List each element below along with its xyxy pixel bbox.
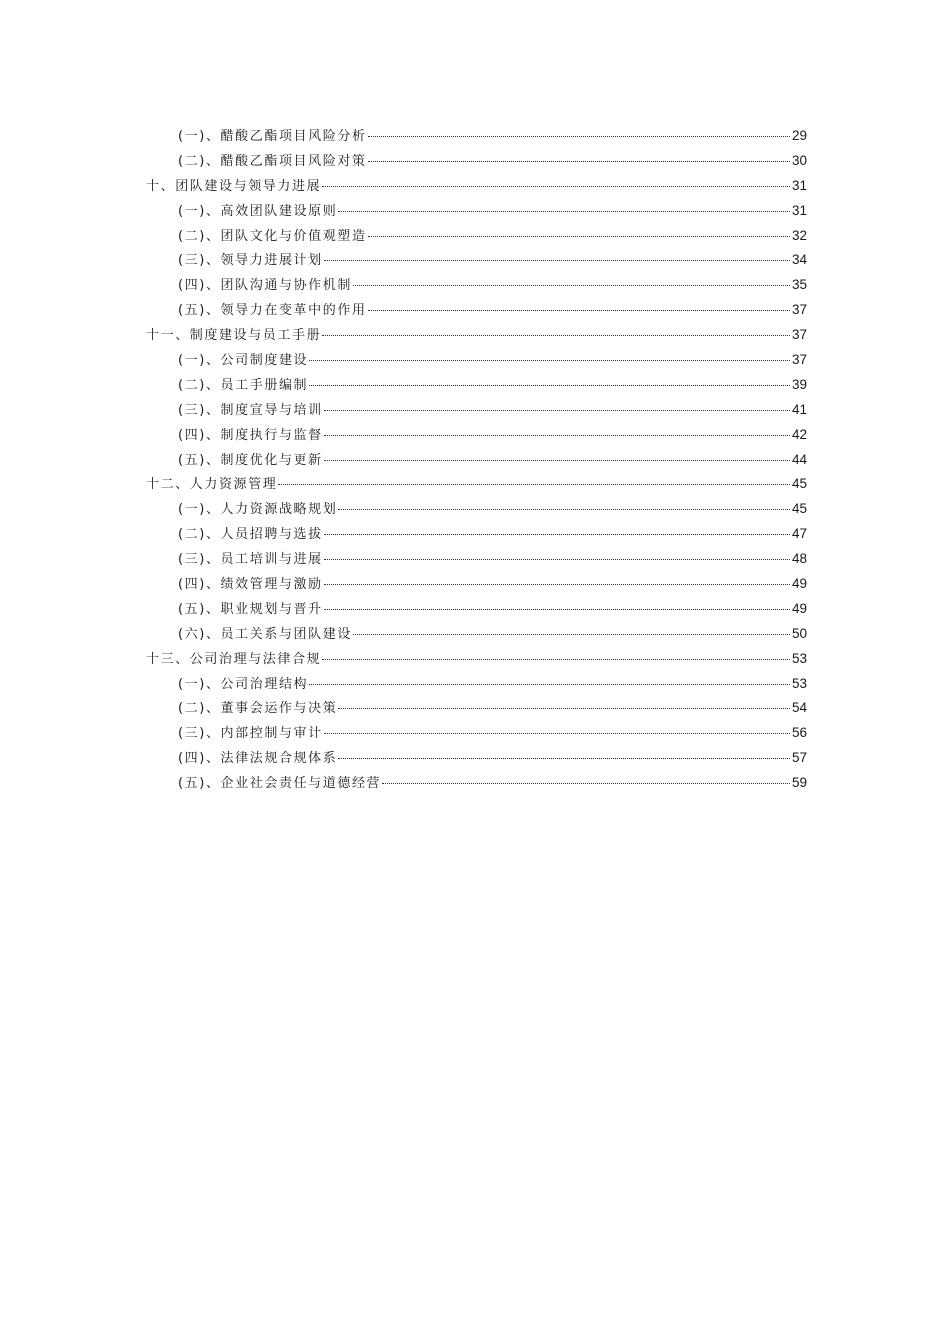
toc-entry-title: (二)、人员招聘与选拔 — [178, 527, 323, 543]
dot-leader — [324, 410, 790, 411]
dot-leader — [324, 559, 790, 560]
toc-entry-page-number: 53 — [791, 650, 807, 666]
toc-entry[interactable] — [146, 522, 807, 547]
toc-entry[interactable] — [146, 199, 807, 224]
toc-entry-title: (五)、制度优化与更新 — [178, 452, 323, 468]
toc-entry[interactable] — [146, 273, 807, 298]
toc-entry-page-number: 41 — [791, 401, 807, 417]
toc-entry-title: (五)、职业规划与晋升 — [178, 601, 323, 617]
toc-entry-title: (三)、员工培训与进展 — [178, 552, 323, 568]
table-of-contents — [146, 124, 807, 796]
toc-entry-title: 十三、公司治理与法律合规 — [146, 651, 322, 667]
toc-entry-page-number: 50 — [791, 625, 807, 641]
dot-leader — [322, 659, 790, 660]
toc-entry[interactable] — [146, 472, 807, 497]
toc-entry-title: (一)、公司制度建设 — [178, 353, 309, 369]
dot-leader — [338, 211, 790, 212]
toc-entry-title: (五)、领导力在变革中的作用 — [178, 303, 367, 319]
toc-entry-page-number: 48 — [791, 551, 807, 567]
dot-leader — [382, 783, 790, 784]
toc-entry-page-number: 56 — [791, 725, 807, 741]
dot-leader — [278, 484, 790, 485]
toc-entry-title: (四)、法律法规合规体系 — [178, 751, 338, 767]
toc-entry-title: (六)、员工关系与团队建设 — [178, 626, 352, 642]
toc-entry[interactable] — [146, 746, 807, 771]
toc-entry-page-number: 54 — [791, 700, 807, 716]
toc-entry-page-number: 30 — [791, 152, 807, 168]
toc-entry-title: 十一、制度建设与员工手册 — [146, 328, 322, 344]
toc-entry-title: (一)、公司治理结构 — [178, 676, 309, 692]
dot-leader — [324, 435, 790, 436]
toc-entry-title: (一)、醋酸乙酯项目风险分析 — [178, 129, 367, 144]
toc-entry[interactable] — [146, 298, 807, 323]
dot-leader — [324, 609, 790, 610]
toc-entry-page-number: 44 — [791, 451, 807, 467]
toc-entry-page-number: 42 — [791, 426, 807, 442]
dot-leader — [338, 708, 790, 709]
toc-entry[interactable] — [146, 622, 807, 647]
dot-leader — [338, 509, 790, 510]
toc-entry-page-number: 53 — [791, 675, 807, 691]
toc-entry-title: (一)、人力资源战略规划 — [178, 502, 338, 518]
dot-leader — [324, 460, 790, 461]
toc-entry[interactable] — [146, 398, 807, 423]
toc-entry[interactable] — [146, 423, 807, 448]
toc-entry-title: (五)、企业社会责任与道德经营 — [178, 776, 382, 792]
toc-entry[interactable] — [146, 224, 807, 249]
toc-entry-page-number: 45 — [791, 501, 807, 517]
toc-entry[interactable] — [146, 672, 807, 697]
toc-entry-title: (三)、内部控制与审计 — [178, 726, 323, 742]
dot-leader — [368, 310, 790, 311]
toc-entry-title: (二)、员工手册编制 — [178, 377, 309, 393]
toc-entry-title: (二)、团队文化与价值观塑造 — [178, 228, 367, 244]
toc-entry-page-number: 57 — [791, 750, 807, 766]
toc-entry-title: (三)、领导力进展计划 — [178, 253, 323, 269]
dot-leader — [324, 260, 790, 261]
toc-entry-title: (二)、董事会运作与决策 — [178, 701, 338, 717]
toc-entry-title: (三)、制度宣导与培训 — [178, 402, 323, 418]
toc-entry[interactable] — [146, 448, 807, 473]
dot-leader — [353, 285, 790, 286]
toc-entry-title: (二)、醋酸乙酯项目风险对策 — [178, 153, 367, 169]
toc-entry-title: 十、团队建设与领导力进展 — [146, 178, 322, 194]
toc-entry[interactable] — [146, 174, 807, 199]
toc-entry[interactable] — [146, 149, 807, 174]
toc-entry-page-number: 35 — [791, 277, 807, 293]
dot-leader — [324, 733, 790, 734]
toc-entry[interactable] — [146, 647, 807, 672]
toc-entry[interactable] — [146, 547, 807, 572]
toc-entry[interactable] — [146, 572, 807, 597]
toc-entry-page-number: 37 — [791, 327, 807, 343]
dot-leader — [309, 684, 790, 685]
dot-leader — [324, 534, 790, 535]
toc-entry-page-number: 31 — [791, 177, 807, 193]
dot-leader — [368, 236, 790, 237]
toc-entry-page-number: 49 — [791, 600, 807, 616]
toc-entry[interactable] — [146, 373, 807, 398]
dot-leader — [322, 335, 790, 336]
toc-entry[interactable] — [146, 721, 807, 746]
dot-leader — [338, 758, 790, 759]
toc-entry-page-number: 31 — [791, 202, 807, 218]
dot-leader — [368, 136, 790, 137]
dot-leader — [353, 634, 790, 635]
toc-entry-title: (四)、绩效管理与激励 — [178, 577, 323, 593]
toc-entry[interactable] — [146, 248, 807, 273]
toc-entry-page-number: 45 — [791, 476, 807, 492]
toc-entry-page-number: 37 — [791, 352, 807, 368]
toc-entry[interactable] — [146, 348, 807, 373]
toc-entry[interactable] — [146, 497, 807, 522]
toc-entry-page-number: 34 — [791, 252, 807, 268]
toc-entry[interactable] — [146, 323, 807, 348]
toc-entry[interactable] — [146, 771, 807, 796]
toc-entry-title: 十二、人力资源管理 — [146, 477, 278, 493]
dot-leader — [324, 584, 790, 585]
toc-entry-title: (四)、团队沟通与协作机制 — [178, 278, 352, 294]
toc-entry-title: (一)、高效团队建设原则 — [178, 203, 338, 219]
toc-entry-page-number: 29 — [791, 128, 807, 143]
toc-entry-page-number: 37 — [791, 302, 807, 318]
toc-entry-page-number: 49 — [791, 576, 807, 592]
dot-leader — [309, 385, 790, 386]
dot-leader — [309, 360, 790, 361]
toc-entry-page-number: 32 — [791, 227, 807, 243]
toc-entry[interactable] — [146, 124, 807, 149]
toc-entry-page-number: 59 — [791, 775, 807, 791]
toc-entry-page-number: 39 — [791, 376, 807, 392]
dot-leader — [368, 161, 790, 162]
toc-entry-title: (四)、制度执行与监督 — [178, 427, 323, 443]
toc-entry[interactable] — [146, 696, 807, 721]
dot-leader — [322, 186, 790, 187]
toc-entry[interactable] — [146, 597, 807, 622]
toc-entry-page-number: 47 — [791, 526, 807, 542]
